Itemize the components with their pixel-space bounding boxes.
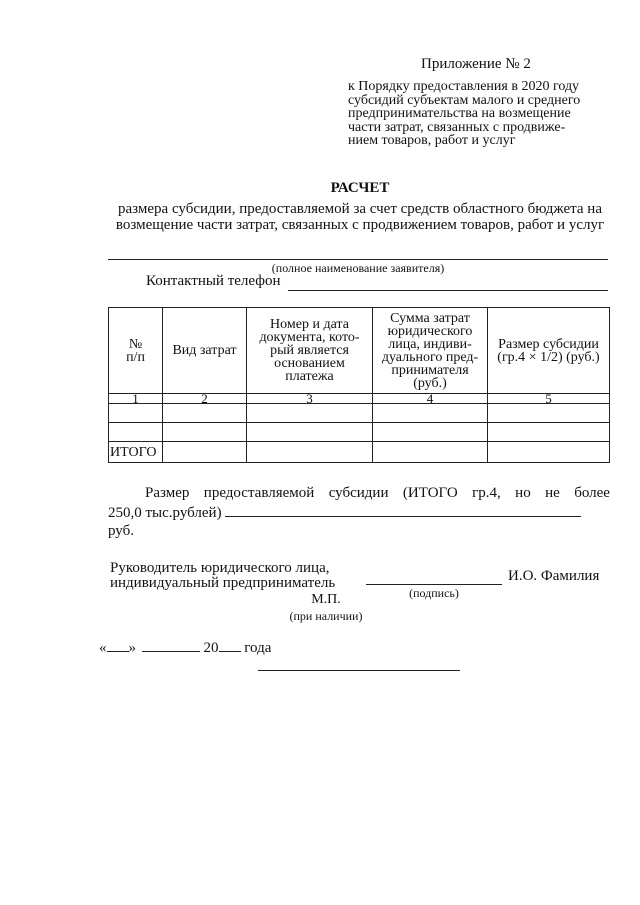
header-text: дуального пред- xyxy=(381,349,479,365)
table-cell[interactable] xyxy=(488,442,610,463)
header-text: принимателя xyxy=(391,362,469,378)
header-text: основанием xyxy=(274,356,345,371)
year-field[interactable] xyxy=(219,638,241,652)
column-number: 5 xyxy=(488,394,610,404)
column-number-row xyxy=(109,394,610,404)
table-cell[interactable] xyxy=(247,423,373,442)
header-text: (руб.) xyxy=(413,375,447,391)
header-text: платежа xyxy=(285,369,334,384)
header-text: п/п xyxy=(126,349,145,365)
header-text: рый является xyxy=(270,343,349,358)
table-cell[interactable] xyxy=(163,442,247,463)
column-number: 3 xyxy=(247,394,373,404)
header-cell-subsidy xyxy=(488,308,610,394)
open-quote: « xyxy=(99,640,107,656)
stamp-note: (при наличии) xyxy=(289,609,363,623)
word: предоставляемой xyxy=(203,485,315,501)
subsidy-amount-field[interactable] xyxy=(225,502,581,517)
total-label: ИТОГО xyxy=(109,442,163,463)
header-cell-number xyxy=(109,308,163,394)
date-line xyxy=(99,638,271,657)
year-suffix: года xyxy=(244,640,272,656)
order-reference-line: к Порядку предоставления в 2020 году xyxy=(348,79,580,94)
table-cell[interactable] xyxy=(163,404,247,423)
order-reference-line: предпринимательства на возмещение xyxy=(348,106,571,121)
header-cell-expense-sum xyxy=(373,308,488,394)
table-cell[interactable] xyxy=(373,423,488,442)
order-reference xyxy=(348,80,610,148)
document-title: РАСЧЕТ xyxy=(330,180,390,196)
subsidy-statement xyxy=(108,484,610,540)
table-cell[interactable] xyxy=(488,423,610,442)
table-cell[interactable] xyxy=(373,404,488,423)
signature-caption: (подпись) xyxy=(409,586,459,600)
stamp-place xyxy=(288,592,364,624)
subtitle-line: возмещение части затрат, связанных с продвижением товаров, работ и услуг xyxy=(115,217,605,233)
table-row xyxy=(109,404,610,423)
subsidy-limit: 250,0 тыс.рублей) xyxy=(108,505,222,521)
header-text: Сумма затрат xyxy=(390,310,470,326)
word: более xyxy=(574,485,610,501)
stamp-label: М.П. xyxy=(311,592,341,607)
header-text: юридического xyxy=(387,323,473,339)
order-reference-line: нием товаров, работ и услуг xyxy=(348,133,516,148)
header-text: Номер и дата xyxy=(270,317,349,332)
applicant-caption: (полное наименование заявителя) xyxy=(271,261,445,275)
order-reference-line: субсидий субъектам малого и среднего xyxy=(348,92,581,108)
table-cell[interactable] xyxy=(373,442,488,463)
word: (ИТОГО xyxy=(402,485,458,501)
header-text: № xyxy=(128,336,143,352)
table-cell[interactable] xyxy=(247,442,373,463)
table-cell[interactable] xyxy=(247,404,373,423)
subtitle-line: размера субсидии, предоставляемой за счет средств областного бюджета на xyxy=(118,201,602,217)
table-row xyxy=(109,423,610,442)
column-number: 1 xyxy=(109,394,163,404)
table-header-row xyxy=(109,308,610,394)
total-row xyxy=(109,442,610,463)
signature-field[interactable] xyxy=(366,584,502,585)
order-reference-line: части затрат, связанных с продвиже- xyxy=(348,119,566,135)
table-cell[interactable] xyxy=(109,423,163,442)
table-cell[interactable] xyxy=(163,423,247,442)
word: не xyxy=(545,485,560,501)
word: но xyxy=(515,485,531,501)
close-quote: » xyxy=(128,640,136,656)
appendix-title: Приложение № 2 xyxy=(421,56,531,72)
phone-label: Контактный телефон xyxy=(146,273,281,289)
day-field[interactable] xyxy=(107,638,129,652)
header-cell-expense-type xyxy=(163,308,247,394)
table-cell[interactable] xyxy=(488,404,610,423)
header-text: (гр.4 × 1/2) (руб.) xyxy=(497,349,600,365)
subsidy-line-1 xyxy=(108,484,610,502)
column-number: 2 xyxy=(163,394,247,404)
applicant-name-field[interactable] xyxy=(108,259,608,260)
header-text: документа, кото- xyxy=(259,330,360,345)
word: гр.4, xyxy=(472,485,501,501)
header-cell-document xyxy=(247,308,373,394)
header-text: лица, индиви- xyxy=(388,336,472,352)
head-title-line: Руководитель юридического лица, xyxy=(110,560,330,576)
year-prefix: 20 xyxy=(203,640,219,656)
currency-label: руб. xyxy=(108,523,134,539)
document-subtitle xyxy=(110,201,610,233)
word: субсидии xyxy=(328,485,389,501)
footer-line xyxy=(258,670,460,671)
calculation-table xyxy=(108,307,610,463)
signer-name: И.О. Фамилия xyxy=(508,568,600,584)
subsidy-line-2 xyxy=(108,502,610,540)
word: Размер xyxy=(145,485,190,501)
column-number: 4 xyxy=(373,394,488,404)
head-title xyxy=(110,561,335,591)
month-field[interactable] xyxy=(142,638,200,652)
header-text: Вид затрат xyxy=(172,343,237,358)
phone-field[interactable] xyxy=(288,290,608,291)
header-text: Размер субсидии xyxy=(498,336,599,352)
table-cell[interactable] xyxy=(109,404,163,423)
head-title-line: индивидуальный предприниматель xyxy=(110,575,336,591)
